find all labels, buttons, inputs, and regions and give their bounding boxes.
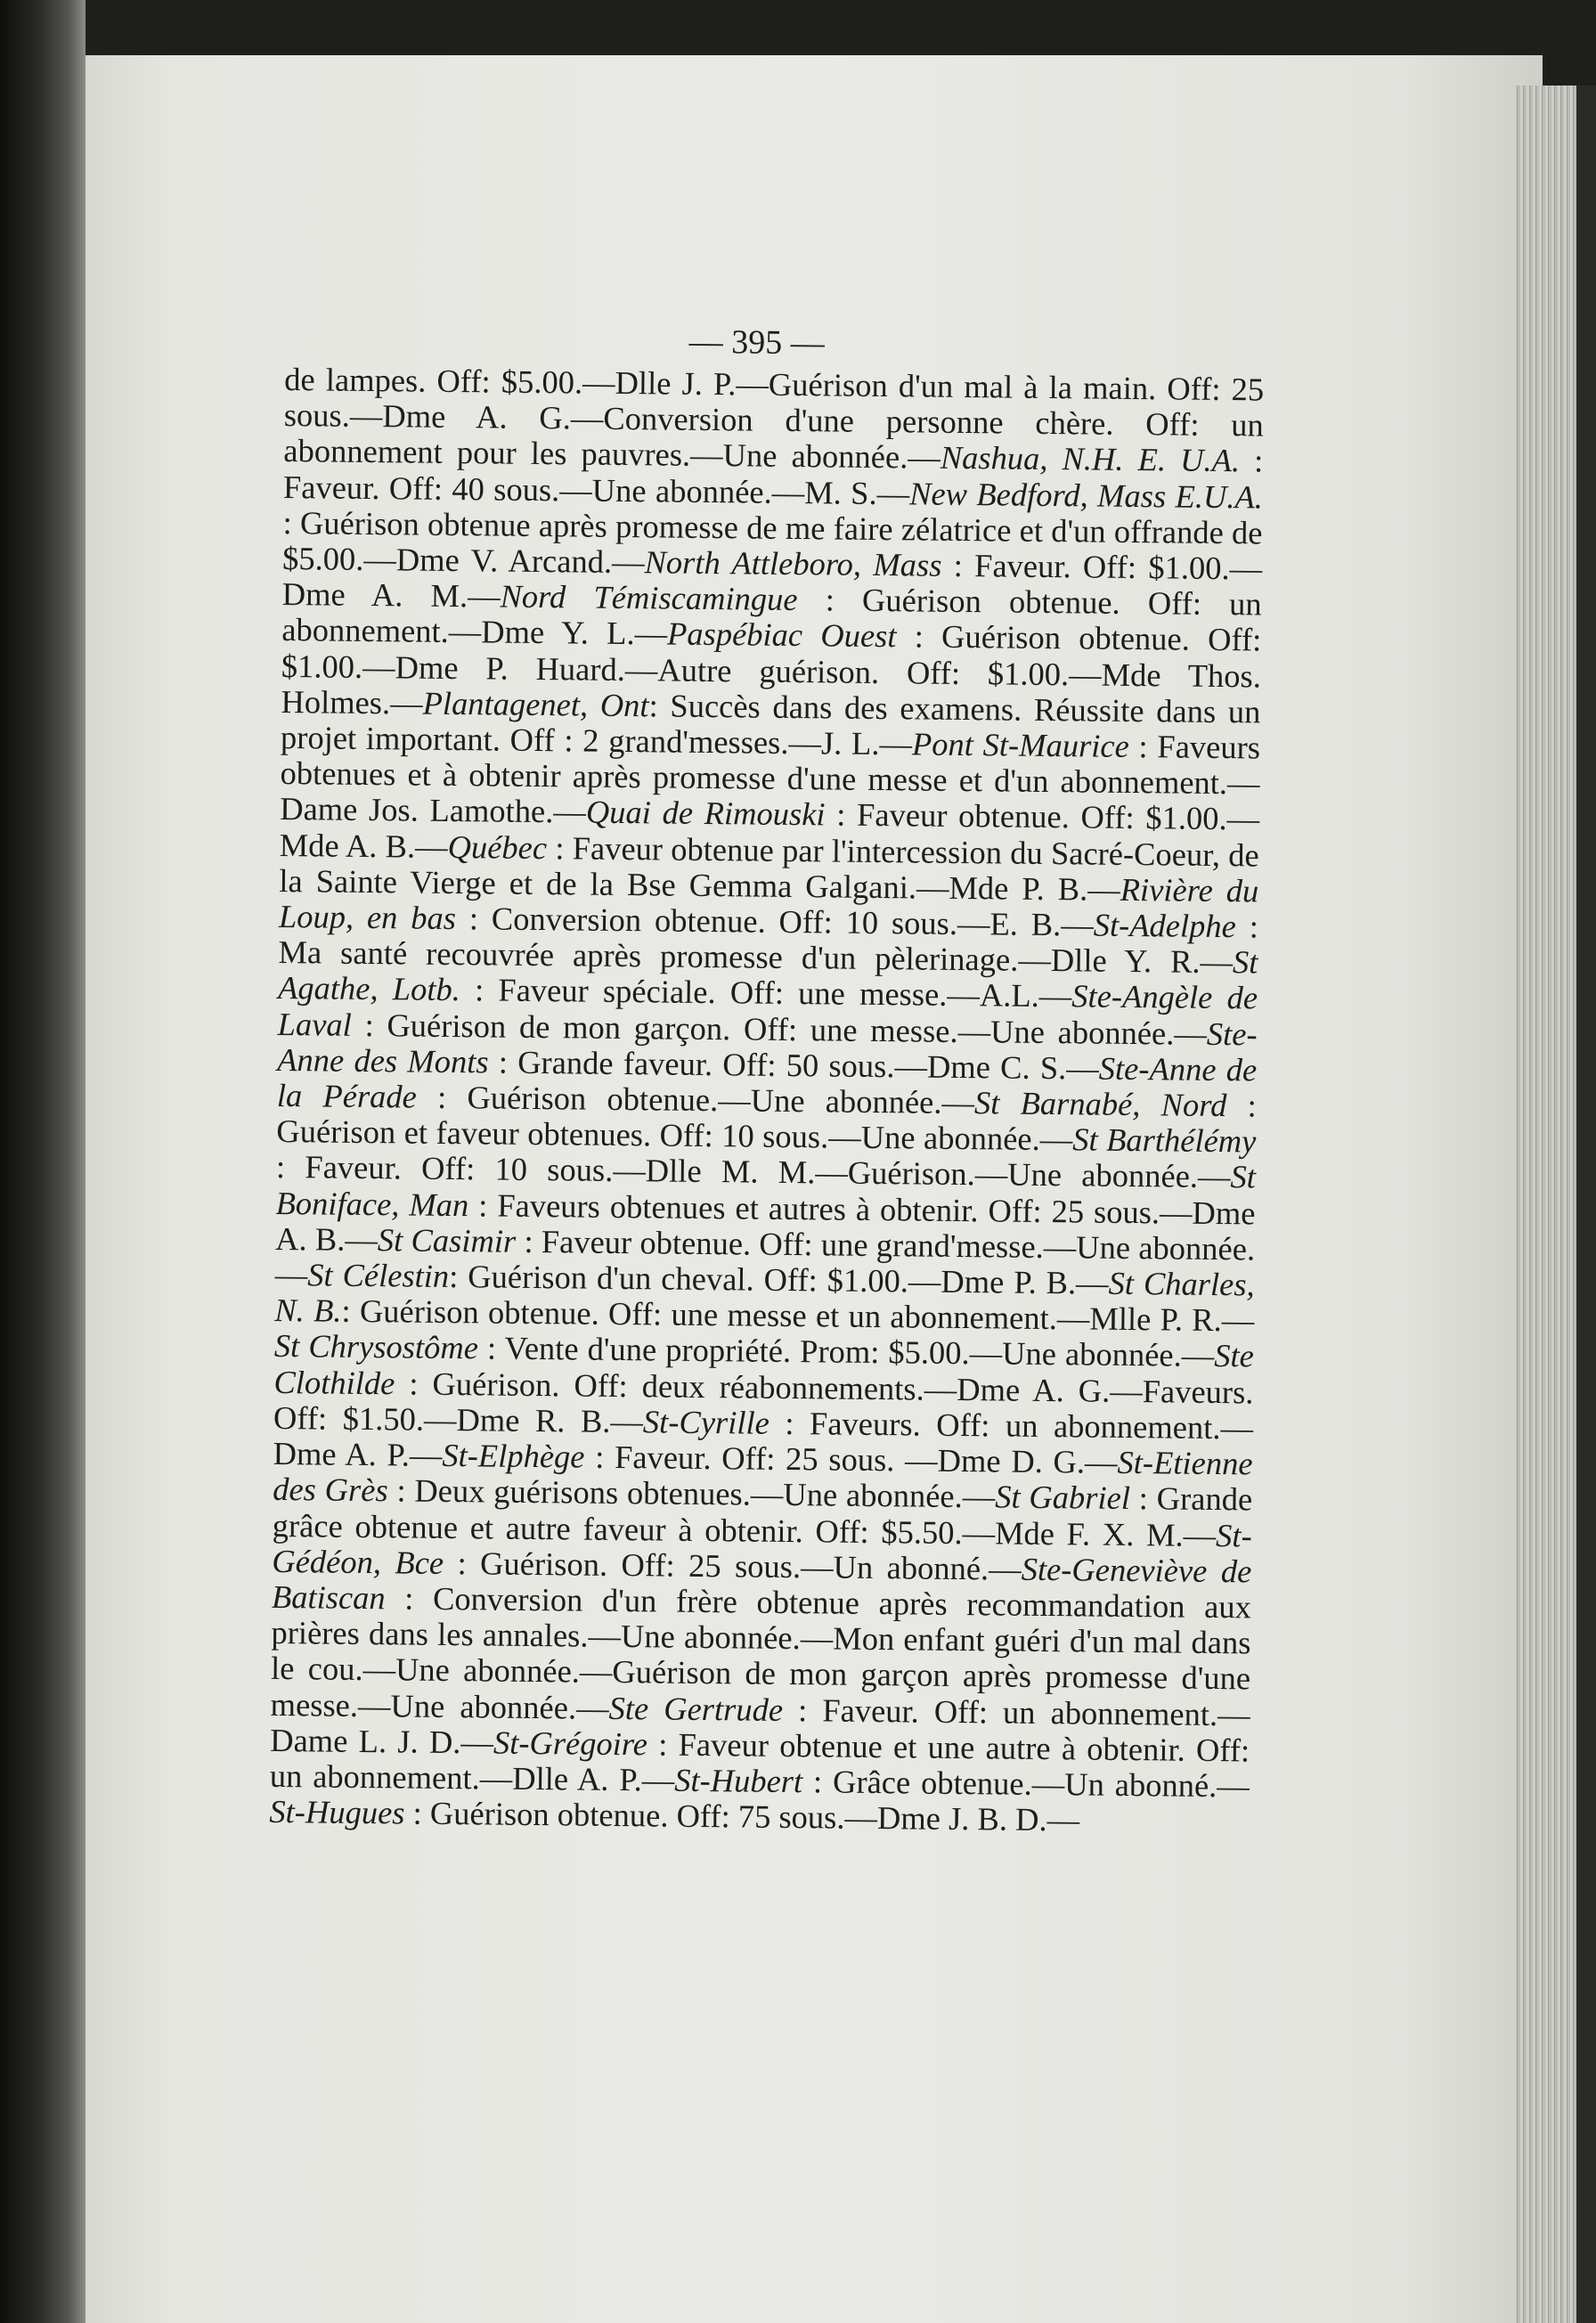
page-text-block [269,316,1265,1840]
place-name: St Célestin [307,1256,450,1295]
text-run: : Faveurs obtenues et à obtenir après promesse d'une messe et d'un abonnement.—Dame Jos. Lamothe.— [279,727,1261,831]
text-run: : Guérison et faveur obtenues. Off: 10 sous.—Une abonnée.— [276,1087,1257,1158]
place-name: Ste Clothilde [273,1337,1255,1402]
place-name: Quai de Rimouski [585,794,826,833]
text-run: : Vente d'une propriété. Prom: $5.00.—Une abonnée.— [477,1329,1215,1374]
text-run: : Guérison obtenue. Off: un abonnement.—Dme Y. L.— [281,581,1262,652]
text-run: de lampes. Off: $5.00.—Dlle J. P.—Guérison d'un mal à la main. Off: 25 sous.—Dme A. G.—Conversion d'une personne chère. Off: un abonnement pour les pauvres.—Une abonnée.— [283,360,1265,477]
place-name: St Barthélémy [1072,1121,1257,1160]
place-name: Québec [447,827,548,866]
text-run: : Faveur. Off: $1.00.—Dme A. M.— [281,546,1263,615]
text-run: : Guérison d'un cheval. Off: $1.00.—Dme P. B.— [448,1258,1109,1301]
text-run: : Deux guérisons obtenues.—Une abonnée.— [387,1471,996,1515]
page-stack-shadow [1576,86,1596,2323]
text-run: : Faveur. Off: un abonnement.—Dame L. J. D.— [270,1691,1250,1761]
place-name: Plantagenet, Ont [422,684,649,724]
text-run: : Guérison obtenue. Off: 75 sous.—Dme J. B. D.— [404,1794,1080,1838]
place-name: St-Hugues [269,1793,405,1831]
place-name: North Attleboro, Mass [644,543,942,583]
place-name: Ste-Anne des Monts [277,1015,1258,1080]
page-stack-edges [1514,86,1576,2323]
text-run: : Guérison obtenue. Off: une messe et un abonnement.—Mlle P. R.— [341,1292,1255,1339]
place-name: Paspébiac Ouest [666,615,897,655]
place-name: New Bedford, Mass E.U.A. [908,474,1264,516]
text-run: : Faveur obtenue. Off: $1.00.—Mde A. B.— [279,795,1260,865]
place-name: St Agathe, Lotb. [277,943,1258,1008]
text-run: : Grande faveur. Off: 50 sous.—Dme C. S.— [488,1043,1100,1087]
page-number: — 395 — [688,322,825,363]
place-name: St Gabriel [995,1478,1131,1517]
place-name: Rivière du Loup, en bas [278,870,1259,937]
place-name: Ste-Anne de la Pérade [276,1049,1258,1115]
place-name: St-Hubert [673,1761,803,1800]
place-name: Ste-Angèle de Laval [277,977,1258,1043]
place-name: St Charles, N. B. [274,1264,1255,1330]
text-run: : Grande grâce obtenue et autre faveur à obtenir. Off: $5.50.—Mde F. X. M.— [272,1479,1253,1553]
text-run: : Succès dans des examens. Réussite dans un projet important. Off : 2 grand'messes.—J. L.— [280,687,1261,762]
text-run: : Faveur. Off: 40 sous.—Une abonnée.—M. S.— [282,442,1264,511]
place-name: Nord Témiscamingue [500,577,798,618]
place-name: St Chrysostôme [273,1327,479,1366]
text-run: : Faveurs. Off: un abonnement.—Dme A. P.— [273,1404,1254,1474]
text-run: : Guérison. Off: deux réabonnements.—Dme A. G.—Faveurs. Off: $1.50.—Dme R. B.— [273,1365,1254,1440]
place-name: Ste-Geneviève de Batiscan [271,1550,1252,1617]
text-run: : Guérison obtenue après promesse de me faire zélatrice et d'un offrande de $5.00.—Dme V. Arcand.— [281,503,1263,581]
place-name: St Boniface, Man [275,1158,1257,1223]
text-run: : Faveurs obtenues et autres à obtenir. Off: 25 sous.—Dme A. B.— [274,1186,1256,1259]
place-name: Pont St-Maurice [911,725,1130,764]
text-run: : Conversion d'un frère obtenue après recommandation aux prières dans les annales.—Une abonnée.—Mon enfant guéri d'un mal dans le cou.—Une abonnée.—Guérison de mon garçon après promesse d'une messe.—Une abonnée.— [270,1579,1252,1726]
text-run: : Guérison de mon garçon. Off: une messe.—Une abonnée.— [351,1006,1208,1052]
place-name: Ste Gertrude [608,1689,784,1728]
text-run: : Faveur obtenue par l'intercession du Sacré-Coeur, de la Sainte Vierge et de la Bse Gemma Galgani.—Mde P. B.— [279,828,1259,908]
text-run: : Faveur. Off: 10 sous.—Dlle M. M.—Guérison.—Une abonnée.— [275,1148,1231,1195]
text-run: : Faveur obtenue. Off: une grand'messe.—Une abonnée.— [274,1222,1256,1293]
text-run: : Guérison. Off: 25 sous.—Un abonné.— [443,1544,1022,1587]
place-name: St-Adelphe [1093,906,1237,945]
text-run: : Faveur spéciale. Off: une messe.—A.L.— [460,971,1072,1015]
text-run: : Guérison obtenue. Off: $1.00.—Dme P. Huard.—Autre guérison. Off: $1.00.—Mde Thos. Holmes.— [281,617,1262,721]
place-name: St-Gédéon, Bce [272,1516,1252,1581]
place-name: Nashua, N.H. E. U.A. [940,439,1241,479]
place-name: St-Cyrille [642,1403,770,1441]
text-run: : Grâce obtenue.—Un abonné.— [802,1763,1250,1805]
body-paragraph [269,362,1264,1840]
place-name: St Barnabé, Nord [973,1084,1227,1124]
place-name: St-Etienne des Grès [272,1443,1253,1509]
book-binding-edge [0,0,86,2323]
place-name: St Casimir [377,1221,517,1259]
text-run: : Faveur. Off: 25 sous. —Dme D. G.— [584,1438,1118,1480]
place-name: St-Elphège [442,1437,585,1475]
place-name: St-Grégoire [493,1724,648,1763]
text-run: : Guérison obtenue.—Une abonnée.— [416,1078,975,1121]
text-run: : Faveur obtenue et une autre à obtenir. Off: un abonnement.—Dlle A. P.— [269,1725,1250,1798]
text-run: : Ma santé recouvrée après promesse d'un pèlerinage.—Dlle Y. R.— [278,908,1259,981]
text-run: : Conversion obtenue. Off: 10 sous.—E. B.— [455,900,1094,943]
